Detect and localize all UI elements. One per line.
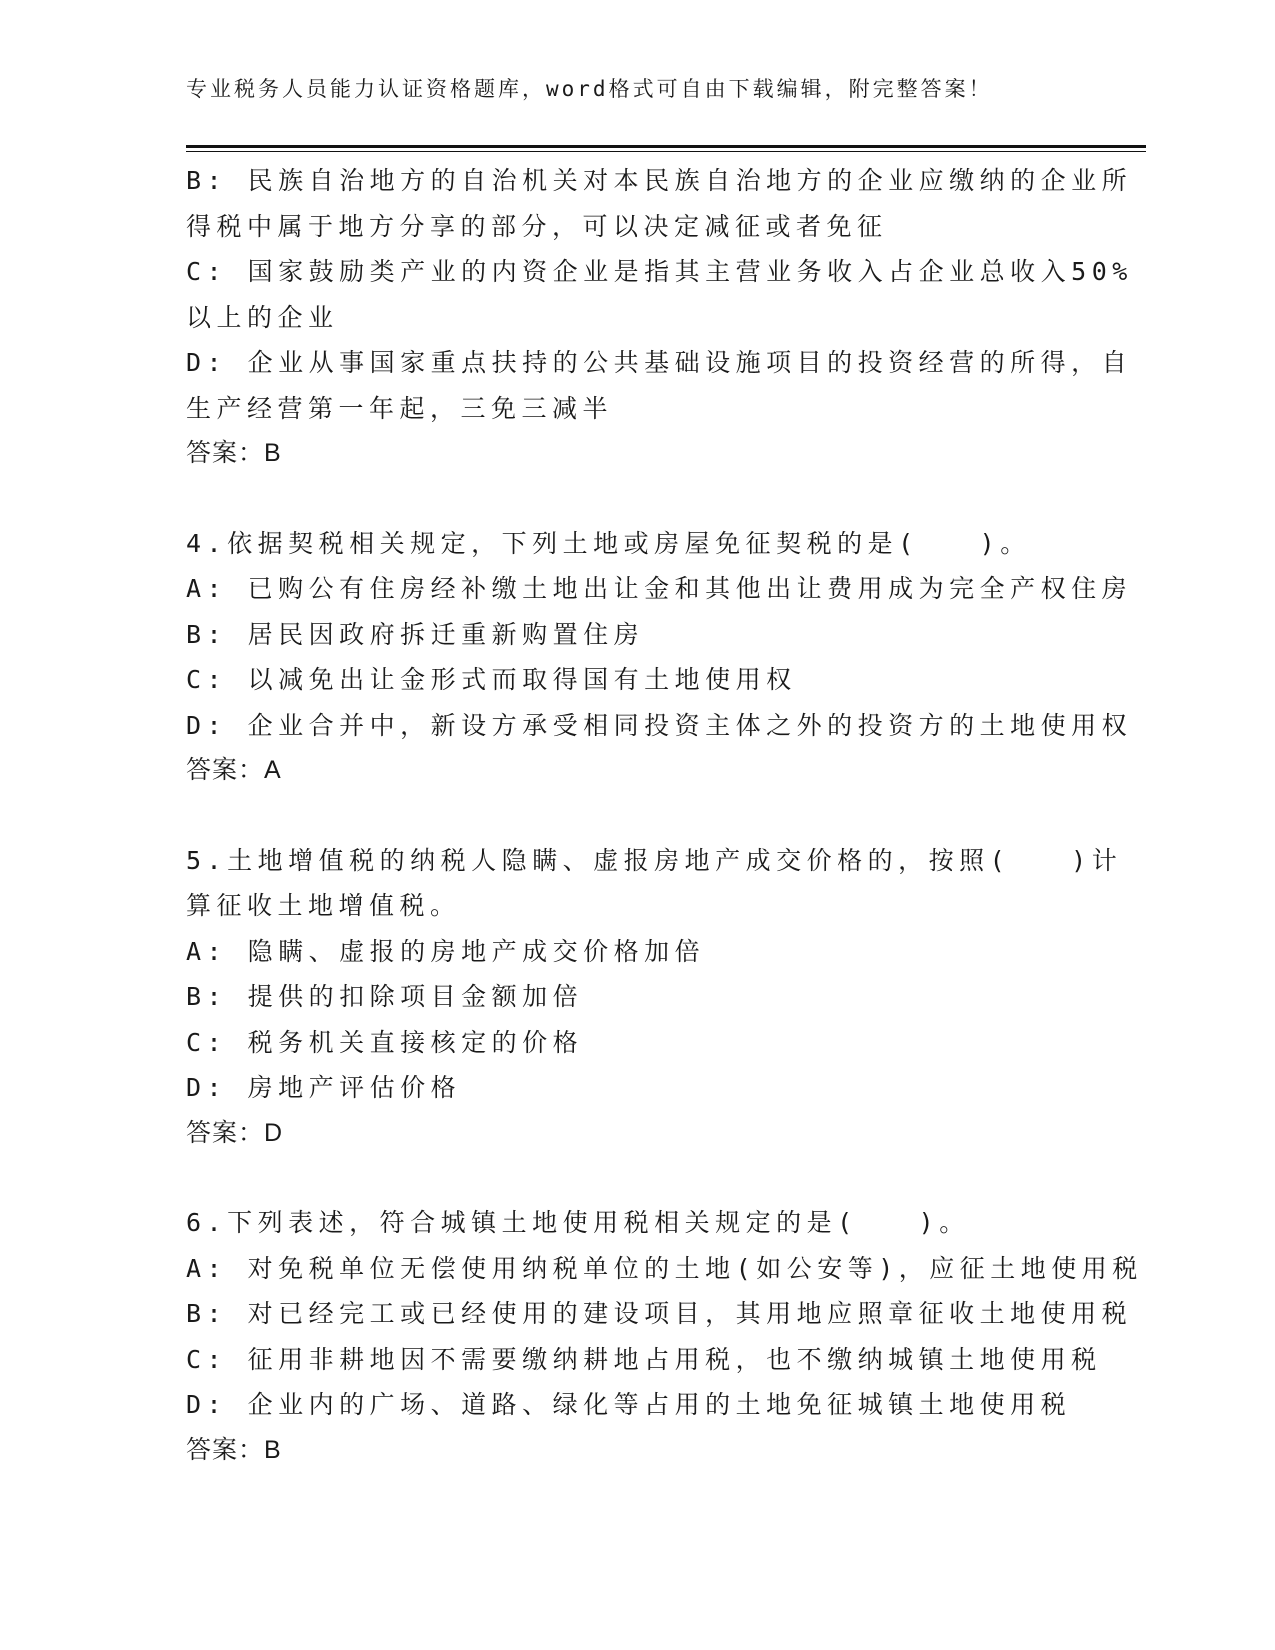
option-line: 以上的企业: [186, 302, 339, 332]
option-a: A: 已购公有住房经补缴土地出让金和其他出让费用成为完全产权住房: [186, 574, 1133, 603]
option-b: [186, 158, 1133, 249]
question-4: [186, 521, 1133, 794]
question-stem: 5.土地增值税的纳税人隐瞒、虚报房地产成交价格的，按照( )计: [186, 845, 1123, 875]
question-5: [186, 838, 1123, 1157]
option-d: [186, 340, 1133, 431]
option-a: A: 隐瞒、虚报的房地产成交价格加倍: [186, 936, 706, 966]
answer-label: 答案：B: [186, 1435, 282, 1464]
answer-label: 答案：A: [186, 756, 282, 784]
question-stem: 算征收土地增值税。: [186, 891, 461, 920]
option-c: [186, 249, 1133, 340]
option-line: 得税中属于地方分享的部分，可以决定减征或者免征: [186, 211, 888, 241]
option-c: C: 以减免出让金形式而取得国有土地使用权: [186, 665, 797, 694]
option-a: A: 对免税单位无偿使用纳税单位的土地(如公安等)，应征土地使用税: [186, 1253, 1143, 1283]
continued-question: [186, 158, 1133, 477]
header-rule-thick: [186, 145, 1146, 148]
answer-label: 答案：B: [186, 439, 282, 467]
option-line: B: 民族自治地方的自治机关对本民族自治地方的企业应缴纳的企业所: [186, 166, 1133, 195]
answer-label: 答案：D: [186, 1118, 284, 1147]
question-content: [186, 158, 1143, 1473]
option-d: D: 企业合并中，新设方承受相同投资主体之外的投资方的土地使用权: [186, 710, 1133, 740]
question-stem: 6.下列表述，符合城镇土地使用税相关规定的是( )。: [186, 1208, 970, 1237]
option-b: B: 提供的扣除项目金额加倍: [186, 982, 584, 1011]
option-line: C: 国家鼓励类产业的内资企业是指其主营业务收入占企业总收入50%: [186, 257, 1133, 286]
option-d: D: 房地产评估价格: [186, 1073, 462, 1102]
option-line: D: 企业从事国家重点扶持的公共基础设施项目的投资经营的所得，自: [186, 348, 1133, 377]
question-stem: 4.依据契税相关规定，下列土地或房屋免征契税的是( )。: [186, 528, 1031, 558]
option-line: 生产经营第一年起，三免三减半: [186, 393, 614, 423]
option-b: B: 对已经完工或已经使用的建设项目，其用地应照章征收土地使用税: [186, 1299, 1133, 1328]
option-b: B: 居民因政府拆迁重新购置住房: [186, 619, 645, 649]
question-6: [186, 1200, 1143, 1473]
option-d: D: 企业内的广场、道路、绿化等占用的土地免征城镇土地使用税: [186, 1390, 1072, 1419]
option-c: C: 税务机关直接核定的价格: [186, 1027, 584, 1057]
header-rule-thin: [186, 151, 1146, 152]
page-header: 专业税务人员能力认证资格题库，word格式可自由下载编辑，附完整答案！: [186, 77, 993, 101]
option-c: C: 征用非耕地因不需要缴纳耕地占用税，也不缴纳城镇土地使用税: [186, 1344, 1102, 1374]
